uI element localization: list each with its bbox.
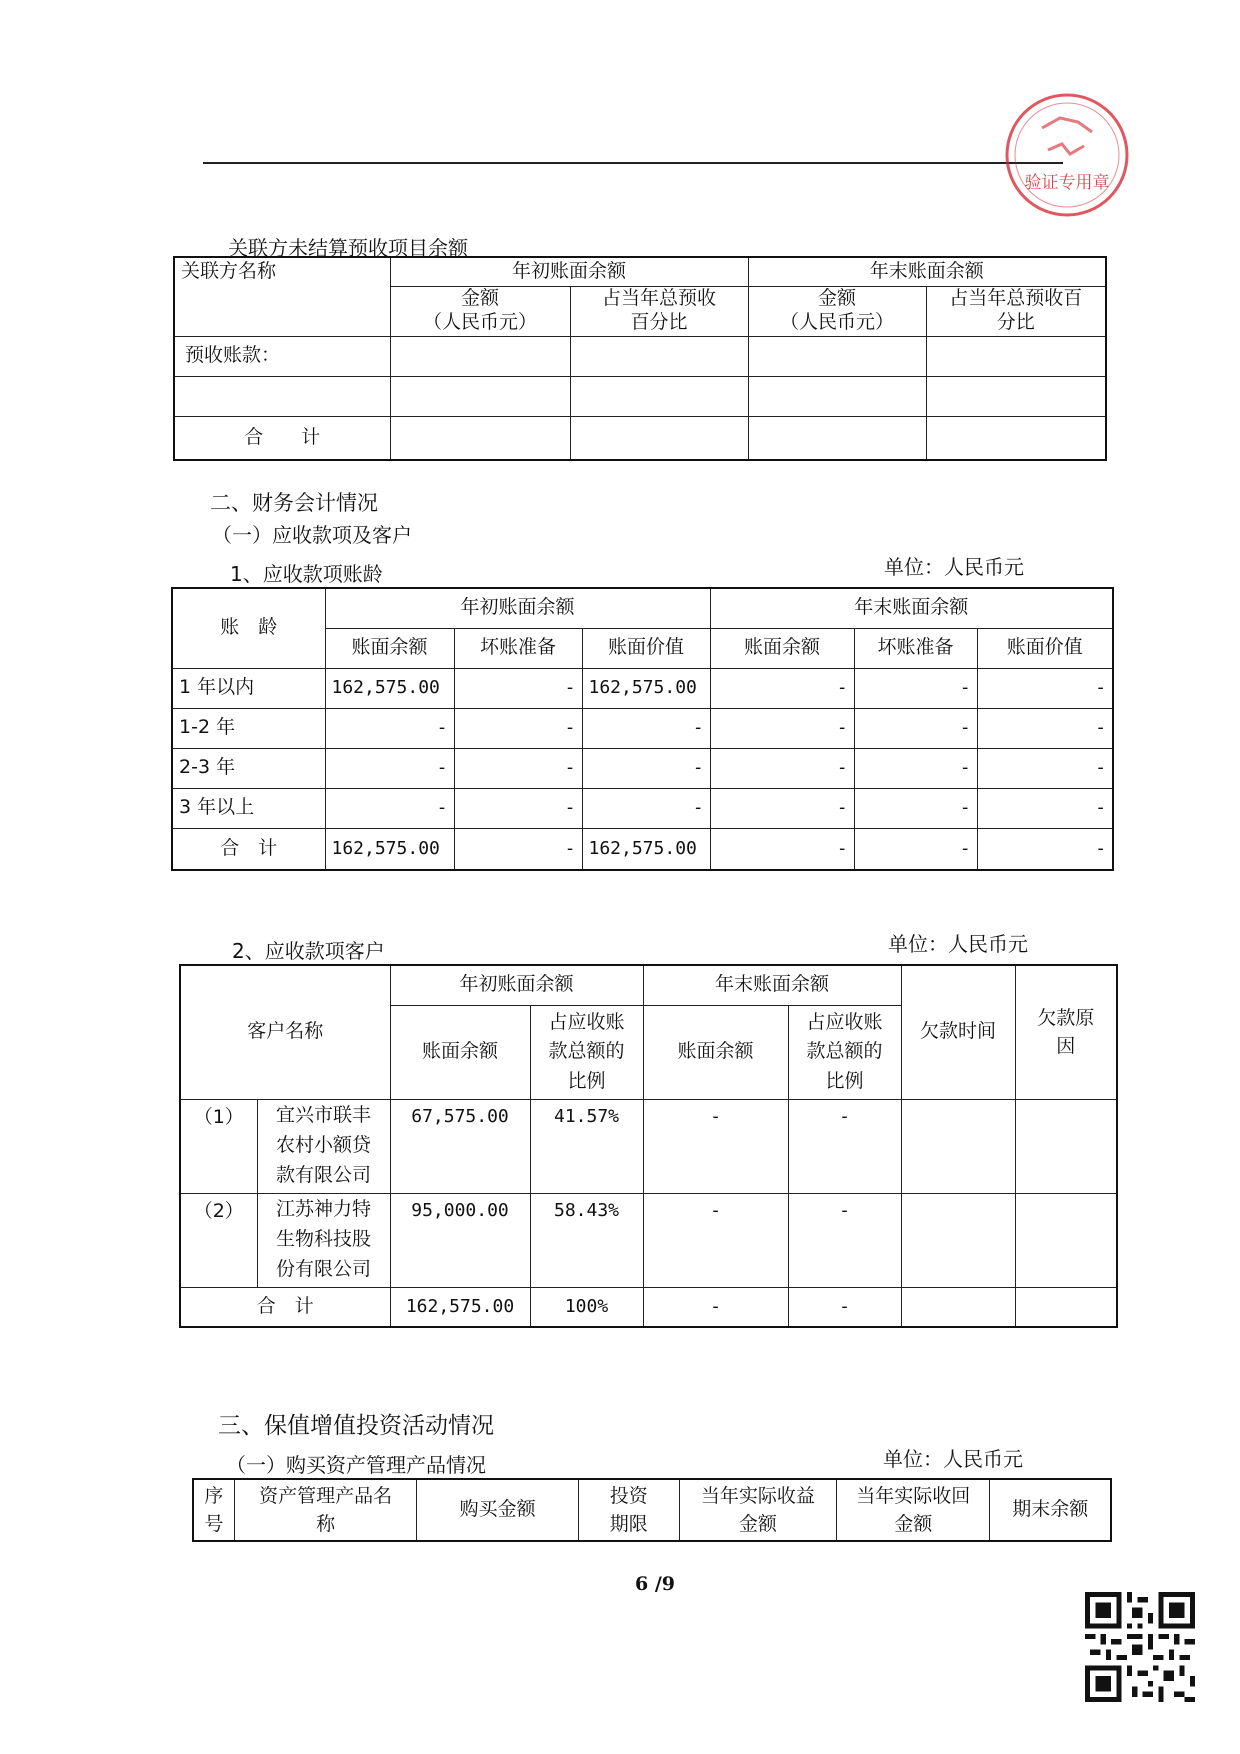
aging-table	[171, 587, 1114, 871]
customer-name: 宜兴市联丰 农村小额贷 款有限公司	[257, 1099, 390, 1193]
products-header-amount: 购买金额	[417, 1479, 578, 1541]
customer-cell	[1015, 1099, 1117, 1193]
aging-cell: -	[582, 748, 710, 788]
prepay-cell	[174, 376, 390, 416]
table-row	[172, 788, 1113, 828]
asset-products-table	[192, 1478, 1112, 1542]
aging-cell: -	[454, 828, 582, 870]
aging-row-label: 1-2 年	[172, 708, 325, 748]
prepay-cell	[748, 336, 926, 376]
customers-unit: 单位：人民币元	[888, 932, 1028, 956]
aging-cell: 162,575.00	[582, 668, 710, 708]
customer-cell	[901, 1287, 1015, 1327]
table-row	[180, 1193, 1117, 1287]
products-header-ending: 期末余额	[990, 1479, 1111, 1541]
prepay-cell	[390, 336, 570, 376]
prepay-row-label: 预收账款：	[174, 336, 390, 376]
aging-cell: -	[454, 788, 582, 828]
customers-header-overdue-time: 欠款时间	[901, 965, 1015, 1099]
header-rule	[203, 162, 1063, 164]
prepay-header-party: 关联方名称	[174, 257, 390, 336]
aging-cell: -	[325, 788, 454, 828]
section3-unit: 单位：人民币元	[883, 1447, 1023, 1471]
prepay-total-label: 合 计	[174, 416, 390, 460]
aging-cell: -	[710, 828, 854, 870]
customers-header-begin: 年初账面余额	[390, 965, 643, 1005]
aging-cell: -	[977, 788, 1113, 828]
customer-cell: -	[788, 1287, 901, 1327]
aging-cell: -	[854, 748, 977, 788]
prepay-sub-pct-begin: 占当年总预收 百分比	[570, 286, 748, 336]
aging-cell: -	[977, 668, 1113, 708]
aging-cell: -	[977, 708, 1113, 748]
aging-cell: 162,575.00	[582, 828, 710, 870]
customer-cell	[901, 1193, 1015, 1287]
aging-cell: -	[454, 708, 582, 748]
aging-cell: 162,575.00	[325, 668, 454, 708]
customer-cell: 100%	[530, 1287, 643, 1327]
aging-sub-book-value: 账面价值	[977, 628, 1113, 668]
aging-cell: -	[854, 708, 977, 748]
customer-cell	[1015, 1193, 1117, 1287]
table-row	[180, 1099, 1117, 1193]
section3-sub1: （一）购买资产管理产品情况	[226, 1453, 486, 1477]
customer-cell: 162,575.00	[390, 1287, 530, 1327]
prepay-sub-pct-end: 占当年总预收百 分比	[926, 286, 1106, 336]
aging-cell: -	[325, 708, 454, 748]
prepay-section-title: 关联方未结算预收项目余额	[228, 236, 468, 260]
prepay-cell	[390, 416, 570, 460]
prepay-sub-amount-begin: 金额 （人民币元）	[390, 286, 570, 336]
verification-stamp	[1000, 88, 1135, 223]
prepay-cell	[390, 376, 570, 416]
qr-code-icon	[1085, 1592, 1195, 1702]
customers-title: 2、应收款项客户	[232, 939, 385, 963]
aging-sub-bad-debt: 坏账准备	[854, 628, 977, 668]
aging-unit: 单位：人民币元	[884, 555, 1024, 579]
aging-cell: -	[710, 748, 854, 788]
customers-header-end: 年末账面余额	[643, 965, 901, 1005]
aging-row-label: 3 年以上	[172, 788, 325, 828]
aging-cell: -	[977, 828, 1113, 870]
aging-row-label: 1 年以内	[172, 668, 325, 708]
prepay-header-end: 年末账面余额	[748, 257, 1106, 286]
aging-cell: -	[977, 748, 1113, 788]
customers-header-name: 客户名称	[180, 965, 390, 1099]
customer-cell: 58.43%	[530, 1193, 643, 1287]
prepay-table	[173, 256, 1107, 461]
page-number: 6 /9	[635, 1573, 675, 1595]
prepay-cell	[570, 416, 748, 460]
aging-cell: -	[454, 748, 582, 788]
aging-cell: -	[325, 748, 454, 788]
products-header-income: 当年实际收益 金额	[679, 1479, 836, 1541]
table-row-total	[180, 1287, 1117, 1327]
aging-cell: 162,575.00	[325, 828, 454, 870]
prepay-cell	[926, 376, 1106, 416]
customer-cell: -	[788, 1193, 901, 1287]
aging-cell: -	[854, 828, 977, 870]
table-row	[172, 708, 1113, 748]
products-header-term: 投资 期限	[578, 1479, 679, 1541]
aging-header-age: 账 龄	[172, 588, 325, 668]
table-row	[172, 748, 1113, 788]
customer-cell	[1015, 1287, 1117, 1327]
aging-cell: -	[454, 668, 582, 708]
customers-sub-ratio: 占应收账 款总额的 比例	[530, 1005, 643, 1099]
customer-cell: -	[643, 1099, 788, 1193]
prepay-cell	[748, 376, 926, 416]
customers-sub-book-balance: 账面余额	[643, 1005, 788, 1099]
customer-cell: 41.57%	[530, 1099, 643, 1193]
products-header-no: 序 号	[193, 1479, 234, 1541]
customer-cell: -	[643, 1287, 788, 1327]
customers-sub-ratio: 占应收账 款总额的 比例	[788, 1005, 901, 1099]
aging-cell: -	[854, 788, 977, 828]
prepay-cell	[926, 336, 1106, 376]
aging-cell: -	[710, 708, 854, 748]
customer-name: 江苏神力特 生物科技股 份有限公司	[257, 1193, 390, 1287]
aging-sub-book-balance: 账面余额	[325, 628, 454, 668]
customers-header-overdue-reason: 欠款原 因	[1015, 965, 1117, 1099]
stamp-text: 验证专用章	[1024, 173, 1110, 193]
customers-total-label: 合 计	[180, 1287, 390, 1327]
section2-heading: 二、财务会计情况	[210, 491, 378, 515]
aging-total-label: 合 计	[172, 828, 325, 870]
customer-cell: 67,575.00	[390, 1099, 530, 1193]
prepay-cell	[748, 416, 926, 460]
aging-cell: -	[710, 668, 854, 708]
aging-cell: -	[582, 708, 710, 748]
prepay-sub-amount-end: 金额 （人民币元）	[748, 286, 926, 336]
table-row-total	[172, 828, 1113, 870]
customer-no: （1）	[180, 1099, 257, 1193]
aging-cell: -	[854, 668, 977, 708]
aging-header-begin: 年初账面余额	[325, 588, 710, 628]
prepay-cell	[570, 376, 748, 416]
aging-cell: -	[582, 788, 710, 828]
section3-heading: 三、保值增值投资活动情况	[218, 1413, 494, 1439]
customer-cell	[901, 1099, 1015, 1193]
customer-cell: -	[643, 1193, 788, 1287]
products-header-recovered: 当年实际收回 金额	[837, 1479, 990, 1541]
aging-title: 1、应收款项账龄	[230, 562, 383, 586]
customer-no: （2）	[180, 1193, 257, 1287]
prepay-cell	[926, 416, 1106, 460]
customer-cell: -	[788, 1099, 901, 1193]
table-row	[172, 668, 1113, 708]
aging-cell: -	[710, 788, 854, 828]
customers-sub-book-balance: 账面余额	[390, 1005, 530, 1099]
section2-sub1: （一）应收款项及客户	[212, 523, 412, 547]
aging-sub-book-value: 账面价值	[582, 628, 710, 668]
prepay-header-begin: 年初账面余额	[390, 257, 748, 286]
prepay-cell	[570, 336, 748, 376]
aging-sub-book-balance: 账面余额	[710, 628, 854, 668]
aging-sub-bad-debt: 坏账准备	[454, 628, 582, 668]
products-header-name: 资产管理产品名 称	[234, 1479, 417, 1541]
aging-header-end: 年末账面余额	[710, 588, 1113, 628]
customer-cell: 95,000.00	[390, 1193, 530, 1287]
customers-table	[179, 964, 1118, 1328]
aging-row-label: 2-3 年	[172, 748, 325, 788]
